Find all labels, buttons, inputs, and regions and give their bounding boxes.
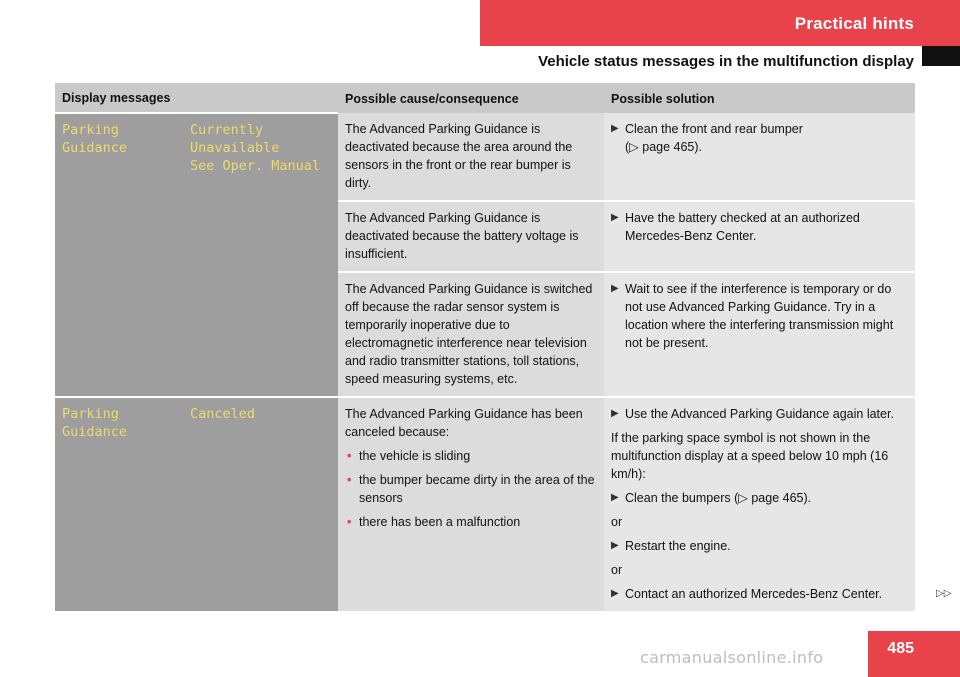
cause-cell: The Advanced Parking Guidance is switched off because the radar sensor system is temporarily inoperative due to electromagnetic interference near television and radio transmitter stations, toll stations, speed measuring systems, etc. xyxy=(338,272,604,397)
display-message: Parking Guidance Canceled xyxy=(62,406,256,440)
step-arrow-icon: ▶ xyxy=(611,540,619,551)
bullet-dot-icon: • xyxy=(347,473,352,487)
solution-cell xyxy=(604,201,915,272)
cause-cell: The Advanced Parking Guidance is deactivated because the area around the sensors in the front or the rear bumper is dirty. xyxy=(338,113,604,201)
page-number-box xyxy=(868,631,960,677)
solution-step: ▶ Clean the front and rear bumper (▷ page 465). xyxy=(611,122,803,154)
display-message-cell xyxy=(55,113,338,397)
solution-step: ▶ Use the Advanced Parking Guidance again later. xyxy=(611,407,894,421)
watermark: carmanualsonline.info xyxy=(640,648,824,667)
solution-cell xyxy=(604,113,915,201)
solution-step: ▶ Contact an authorized Mercedes-Benz Center. xyxy=(611,587,883,601)
solution-step: ▶ Wait to see if the interference is temporary or do not use Advanced Parking Guidance. Try in a location where the interfering transmission might not be present. xyxy=(611,282,894,350)
page-subtitle: Vehicle status messages in the multifunction display xyxy=(538,53,914,70)
cause-cell: The Advanced Parking Guidance has been canceled because: • the vehicle is sliding • the bumper became dirty in the area of the sensors • there has been a malfunction xyxy=(338,397,604,611)
solution-step: ▶ Restart the engine. xyxy=(611,539,731,553)
page-number: 485 xyxy=(887,640,914,657)
section-title: Practical hints xyxy=(794,14,914,33)
step-arrow-icon: ▶ xyxy=(611,408,619,419)
list-item: • there has been a malfunction xyxy=(347,515,521,529)
display-message-cell xyxy=(55,397,338,611)
bullet-dot-icon: • xyxy=(347,449,352,463)
column-header-solution: Possible solution xyxy=(604,83,915,113)
header-marker-bar xyxy=(922,46,960,66)
step-arrow-icon: ▶ xyxy=(611,283,619,294)
or-separator: or xyxy=(611,563,623,577)
step-arrow-icon: ▶ xyxy=(611,492,619,503)
table-row xyxy=(55,113,915,201)
solution-step: ▶ Have the battery checked at an authorized Mercedes-Benz Center. xyxy=(611,211,860,243)
solution-cell xyxy=(604,272,915,397)
step-arrow-icon: ▶ xyxy=(611,588,619,599)
column-header-cause: Possible cause/consequence xyxy=(338,83,604,113)
list-item: • the bumper became dirty in the area of the sensors xyxy=(347,473,595,505)
cause-cell: The Advanced Parking Guidance is deactivated because the battery voltage is insufficient. xyxy=(338,201,604,272)
bullet-dot-icon: • xyxy=(347,515,352,529)
column-header-display: Display messages xyxy=(55,83,338,113)
step-arrow-icon: ▶ xyxy=(611,123,619,134)
or-separator: or xyxy=(611,515,623,529)
status-messages-table xyxy=(55,83,915,611)
continued-icon: ▷▷ xyxy=(936,588,952,599)
step-arrow-icon: ▶ xyxy=(611,212,619,223)
solution-step: ▶ Clean the bumpers (▷ page 465). xyxy=(611,491,812,505)
list-item: • the vehicle is sliding xyxy=(347,449,471,463)
solution-cell xyxy=(604,397,915,611)
table-header-row xyxy=(55,83,915,113)
table-row xyxy=(55,397,915,611)
solution-note: If the parking space symbol is not shown in the multifunction display at a speed below 10 mph (16 km/h): xyxy=(611,431,889,481)
display-message: Parking Guidance Currently Unavailable See Oper. Manual xyxy=(62,122,321,174)
